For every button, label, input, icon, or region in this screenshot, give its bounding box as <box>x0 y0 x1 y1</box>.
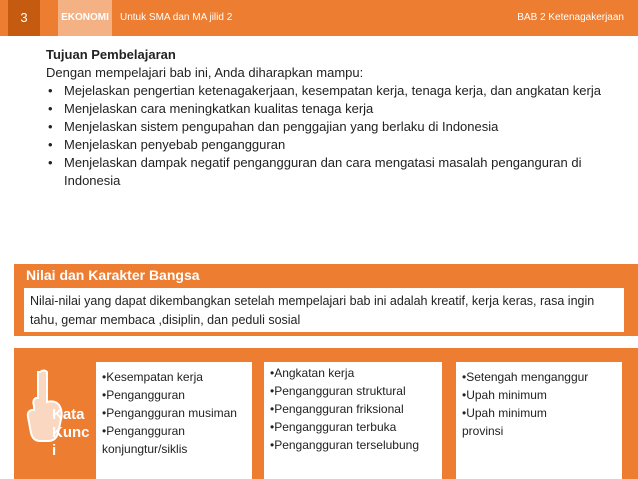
objective-item: • Menjelaskan sistem pengupahan dan penggajian yang berlaku di Indonesia <box>46 118 606 136</box>
keywords-column-1 <box>96 362 252 479</box>
learning-objectives <box>46 46 606 190</box>
page-number: 3 <box>8 0 40 36</box>
keyword-item: •Pengangguran struktural <box>270 384 406 398</box>
values-text: Nilai-nilai yang dapat dikembangkan setelah mempelajari bab ini adalah kreatif, kerja keras, rasa ingin tahu, gemar membaca ,disiplin, dan peduli sosial <box>24 288 624 332</box>
keyword-item: •Pengangguran terbuka <box>270 420 397 434</box>
values-panel <box>14 286 638 336</box>
keywords-label-line: Kata <box>52 406 85 423</box>
header-bar <box>0 0 638 36</box>
keywords-label <box>52 406 100 460</box>
keyword-item: •Upah minimum <box>462 388 547 402</box>
keyword-item: •Pengangguran terselubung <box>270 438 419 452</box>
keyword-item: •Pengangguran friksional <box>270 402 404 416</box>
keyword-item: konjungtur/siklis <box>102 442 188 456</box>
objectives-title: Tujuan Pembelajaran <box>46 47 176 62</box>
keyword-item: •Pengangguran <box>102 424 185 438</box>
objective-item: • Menjelaskan penyebab pengangguran <box>46 136 606 154</box>
keywords-label-line: i <box>52 442 57 459</box>
objective-item: • Mejelaskan pengertian ketenagakerjaan, kesempatan kerja, tenaga kerja, dan angkatan kerja <box>46 82 606 100</box>
keywords-column-2 <box>264 362 442 479</box>
chapter-title: BAB 2 Ketenagakerjaan <box>517 12 624 23</box>
keyword-item: •Pengangguran <box>102 388 185 402</box>
keyword-item: •Kesempatan kerja <box>102 370 203 384</box>
objective-item: • Menjelaskan dampak negatif pengangguran dan cara mengatasi masalah penganguran di Indonesia <box>46 154 606 190</box>
keyword-item: •Setengah menganggur <box>462 370 589 384</box>
keywords-label-line: Kunc <box>52 424 90 441</box>
keyword-item: provinsi <box>462 424 504 438</box>
keyword-item: •Angkatan kerja <box>270 366 355 380</box>
keyword-item: •Upah minimum <box>462 406 547 420</box>
values-title: Nilai dan Karakter Bangsa <box>14 264 638 286</box>
objectives-intro: Dengan mempelajari bab ini, Anda diharapkan mampu: <box>46 65 364 80</box>
subject-label: EKONOMI <box>58 0 112 36</box>
book-title: Untuk SMA dan MA jilid 2 <box>120 12 233 23</box>
keywords-column-3 <box>456 362 622 479</box>
keyword-item: •Pengangguran musiman <box>102 406 237 420</box>
objective-item: • Menjelaskan cara meningkatkan kualitas tenaga kerja <box>46 100 606 118</box>
objectives-list <box>46 82 606 190</box>
